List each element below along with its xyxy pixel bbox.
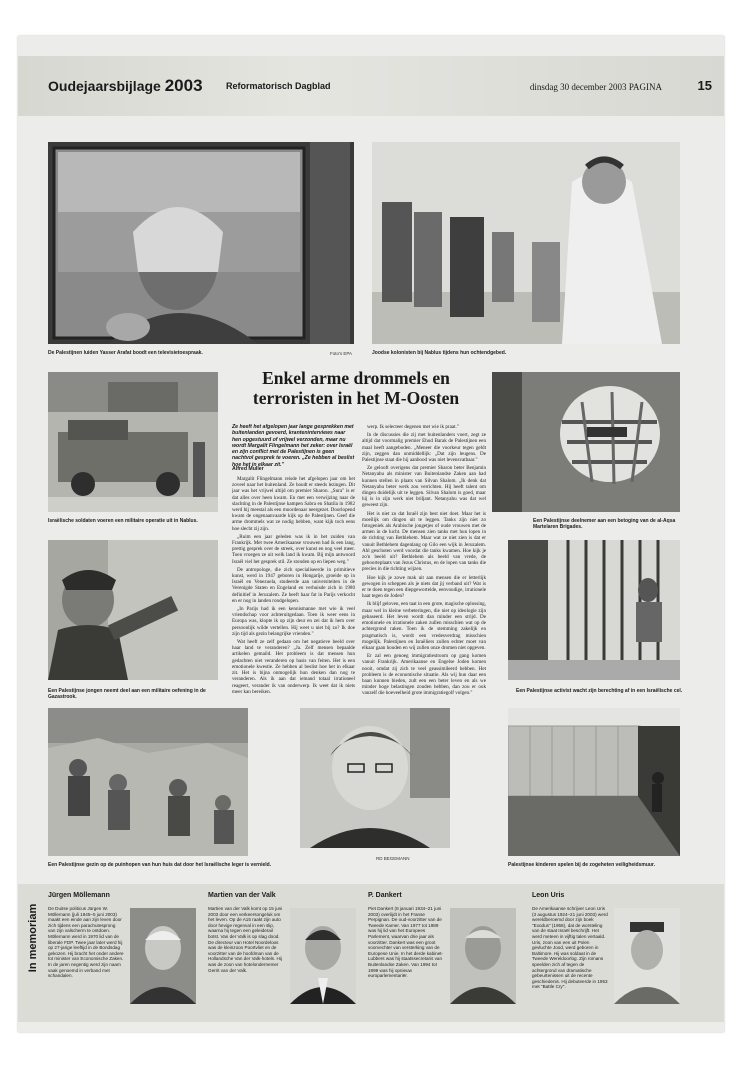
photo-prison — [508, 540, 680, 680]
memoriam-photo-3 — [450, 908, 516, 1004]
caption-rubble: Een Palestijnse gezin op de puinhopen van hun huis dat door het Israëlische leger is vernield. — [48, 862, 272, 868]
memoriam-text-2: Martien van der Valk komt op 15 juni 2003 door een verkeersongeluk om het leven. Op de A15 raakt zijn auto door hevige regenval in een slip, waarna hij tegen een geleiderail botst. Van der Valk is op slag dood. De directeur van Hotel Noordeloos was de kleinzoon Poortvliet en de voorzitter van de hoofdman van de Hollandsche Van der Valk-hotels. Hij was de zoon van hotelondernemer Gerrit van der Valk. — [208, 906, 283, 973]
memoriam-photo-4 — [614, 908, 680, 1004]
photo-arafat — [48, 142, 354, 344]
page-header — [18, 56, 724, 116]
memoriam-name-4: Leon Uris — [532, 892, 565, 899]
article-headline — [220, 368, 492, 408]
article-paragraph: „In Parijs had ik een kennismanne met wie ik veel vriendschap voor achteruitgedaan. Toen ik weer eens in Europa was, klopte ik op zijn deur en zei dat ik hem over persoonlijk wilde vertellen. Hij weet u niet bij zo? Ik doe zijn tijd als gezin belangrijke vrienden." — [232, 606, 355, 637]
section-year: 2003 — [164, 76, 203, 95]
author-photo-credit: RD BEGEMANN — [376, 856, 410, 861]
caption-arafat: De Palestijnen luiden Yasser Arafat boodt een televisietoespraak. — [48, 350, 203, 356]
headline-line-1: Enkel arme drommels en — [262, 368, 450, 388]
photo-boy — [48, 540, 218, 680]
caption-wall: Palestijnse kinderen spelen bij de zogeheten veiligheidsmuur. — [508, 862, 655, 868]
photo-jeep — [48, 372, 218, 512]
caption-prison: Een Palestijnse activist wacht zijn berechting af in een Israëlische cel. — [516, 688, 683, 694]
article-paragraph: In de discussies die zij met buitenlanders voert, zegt ze altijd dat voormalig premier Ehud Barak de Palestijnen een maal heeft aangeboden. „Meneer die voorkeur tegen geldt zijn, zeggen dan onmiddellijk: „Dat zijn leugens. De Palestijnse staat die hij aanbood was niet levensvatbaar." — [362, 432, 486, 464]
article-paragraph: Ze gelooft overigens dat premier Sharon beter Benjamin Netanyahu als minister van Buitenlandse Zaken aan had kunnen stellen in plaats van Silvan Shalom. „Ik denk dat Netanyahu beter werk zou verrichten. Hij heeft talent om dingen duidelijk uit te leggen. Silvan Shalom is goed, maar hij is in zijn werk niet briljant. Netanyahu was dat wel geweest zijn. — [362, 465, 486, 509]
memoriam-photo-2 — [290, 908, 356, 1004]
caption-jeep: Israëlische soldaten voeren een militaire operatie uit in Nablus. — [48, 518, 198, 524]
memoriam-photo-1 — [130, 908, 196, 1004]
article-byline: Alfred Muller — [232, 466, 264, 472]
photo-masked-protester — [492, 372, 680, 512]
article-paragraph: Wat heeft ze zelf gedaan om het negatieve beeld over haar land te veranderen? „Ja. Zelf mensen bepaalde artikelen gemaild. Het probleem is dat mensen hun gedachten niet veranderen op basis van feiten. Het is een emotionele kwestie. Ze hebben al beslist hoe het in elkaar zit. Het is bijna onmogelijk hun denken dan nog te veranderen. Als ik aan dat iemand totaal irrationeel reageert, verander ik van onderwerp. Ik weet dat ik niets meer kan bereiken. — [232, 639, 355, 695]
section-title — [48, 76, 203, 96]
caption-settlers: Joodse kolonisten bij Nablus tijdens hun ochtendgebed. — [372, 350, 507, 356]
photo-credit: Foto's EPA — [330, 351, 353, 356]
caption-masked: Een Palestijnse deelnemer aan een betoging van de al-Aqsa Martelaren Brigades. — [533, 518, 676, 530]
page-number: 15 — [697, 78, 712, 93]
page-date — [530, 82, 662, 92]
article-paragraph: werp. Ik selecteer degenen met wie ik praat." — [367, 424, 459, 430]
memoriam-text-3: Piet Dankert (8 januari 1934–21 juni 2003) overlijdt in het Franse Perpignan. De oud-voorzitter van de Tweede Kamer. Van 1977 tot 1989 was hij lid van het Europees Parlement, waarvan drie jaar als voorzitter. Dankert was een groot voorvechter van versterking van de Europese Unie. In het derde kabinet-Lubbers was hij staatssecretaris van Buitenlandse Zaken. Van 1994 tot 1999 was hij opnieuw europarlementariër. — [368, 906, 444, 979]
in-memoriam-title — [22, 884, 38, 994]
photo-settlers — [372, 142, 680, 344]
article-paragraph: Hoe kijk je zowe mak uit aan mensen die er letterlijk gewogen in scheppen als je niets dat jij verband uit? Wat is er te doen tegen een diepgewortelde, eenvoudige, irrationele haat tegen de Joden? — [362, 574, 486, 600]
memoriam-name-3: P. Dankert — [368, 892, 402, 899]
article-paragraph: Het is niet zo dat Israël zijn best niet doet. Maar het is moeilijk om dingen uit te leggen. Tanks zijn niet zo fotogeniek als Arabische jongetjes of oude vrouwen met de armen in de lucht. De mensen zien tanks met hun lopen in de richting van Bethlehem. Maar wat ze niet zien is dat er vanuit Bethlehem dagenlang op Gilo een wijk in Jeruzalem. Ahl geschoten werd voordat die tanks kwamen. Hoe kijk je zo'n beeld uit? Bethlehem als beeld van vrede, de geboorteplaats van Jezus Christus, en de lopen van tanks die precies in die richting wijzen. — [362, 510, 486, 573]
article-paragraph: Ik blijf geloven, een taat in een grote, magische oplossing, maar wel in kleine verbeteringen, die niet op ideologie zijn gebaseerd. Het leven wordt dan minder een strijd. De emotionele en irrationele zaken zullen misschien wat op de achtergrond raken. Toen ik de stemming zakelijk en pragmatisch is, wordt een vredesverdrag misschien mogelijk. Palestijnen en Israëliers zullen echter moet van elkaar gaan houden en wij zullen onze dromen niet opgeven. — [362, 601, 486, 651]
article-lead: Ze heeft het afgelopen jaar lange gesprekken met buitenlanden gevoerd, kranteninterviews naar hen opgestuurd of vrijwel verzonden, maar nu wordt Margalit Flingelmann het zeker: over Israël en zijn conflict met de Palestijnen is geen nachtvol gesprek te voeren. „Ze hebben al beslist hoe het in elkaar zit." — [232, 424, 355, 468]
in-memoriam-label: In memoriam — [27, 903, 39, 973]
memoriam-name-1: Jürgen Möllemann — [48, 892, 110, 899]
photo-wall — [508, 708, 680, 856]
newspaper-name: Reformatorisch Dagblad — [226, 81, 331, 91]
photo-rubble — [48, 708, 248, 856]
section-name: Oudejaarsbijlage — [48, 78, 161, 94]
date-text: dinsdag 30 december 2003 — [529, 82, 627, 92]
headline-line-2: terroristen in het M-Oosten — [252, 388, 460, 408]
article-paragraph: De antropologe, die zich specialiseerde in primitieve kunst, werd in 1947 geboren in Hongarije, groeide op in Israël en Venezuela, studeerde aan universiteiten in de Verenigde Staten en Engeland en verhuisde zich in 1980 definitief in Jeruzalem. Ze heeft haar fat in Parijs verkocht en er nog in landen rondgelopen. — [232, 566, 355, 604]
page-label: PAGINA — [628, 82, 662, 92]
article-paragraph: Margalit Flingelmann reisde het afgelopen jaar om het zoveel naar het buitenland. Ze houdt er steeds lezingen. Dit jaar was het vrijwel altijd om premier Sharon. „Sura" is er dat alles over heen kwam. En met een verwijzing naar de slachting in de Palestijnse kampen Sabra en Shatila in 1982 werd hij meestal als een moordenaar neergezet. Doorlopend kwam de ongenaanvaarde kijk op de Palestijnen. Geef die arme drommels wat ze nodig hebben, want kijk toch eens hoe slecht zij zijn. — [232, 476, 355, 532]
photo-author — [300, 708, 450, 848]
article-paragraph: „Ruim een jaar geleden was ik in het zuiden van Frankrijk. Met twee Amerikaanse vrouwen had ik een lang, prettig gesprek over de streek, over kunst en nog veel meer. Toen vroegen ze uit welk land ik kwam. Bij mijn antwoord Israël viel het gesprek stil. Ze stonden op en liepen weg." — [232, 533, 355, 565]
memoriam-name-2: Martien van der Valk — [208, 892, 276, 899]
caption-boy: Een Palestijnse jongen neemt deel aan een militaire oefening in de Gazastrook. — [48, 688, 206, 700]
memoriam-text-4: De Amerikaanse schrijver Leon Uris (3 augustus 1924–21 juni 2003) werd wereldberoemd door zijn boek "Exodus" (1958), dat de worsteling van de staat Israël beschrijft. Het werd meteen in vijftig talen vertaald. Uris, zoon van een uit Polen gevluchte Jood, werd geboren in Baltimore. Hij was soldaat in de Tweede Wereldoorlog. Zijn romans speelden zich af tegen de achtergrond van dramatische gebeurtenissen uit de recente geschiedenis. Hij debuteerde in 1953 met "Battle Cry". — [532, 906, 608, 990]
article-paragraph: Er zal een genoeg immigratiestroom op gang komen vanuit Frankrijk. Amerikaanse en Engelse Joden komen nooit, omdat zij zich te veel geassimileerd hebben. Het probleem is de economische situatie. Als wij hun daar een baan kunnen bieden, zult een een beter leven en als we minder hoge belastingen zouden hebben, dan zou er ook vanzelf die hoeveelheid grote immigratiegolf volgen." — [362, 653, 486, 697]
memoriam-text-1: De Duitse politicus Jürgen W. Möllemann (juli 1945–5 juni 2003) maakt een einde aan zijn leven door zich tijdens een parachutesprong van zijn valscherm te ontdoen. Möllemann werd in 1970 lid van de liberale FDP. Twee jaar later werd hij op 27-jarige leeftijd in de Bondsdag gekozen. Hij bracht het onder andere tot minister van Economische Zaken. In de jaren negentig werd zijn naam vaak genoemd in verband met schandalen. — [48, 906, 124, 979]
